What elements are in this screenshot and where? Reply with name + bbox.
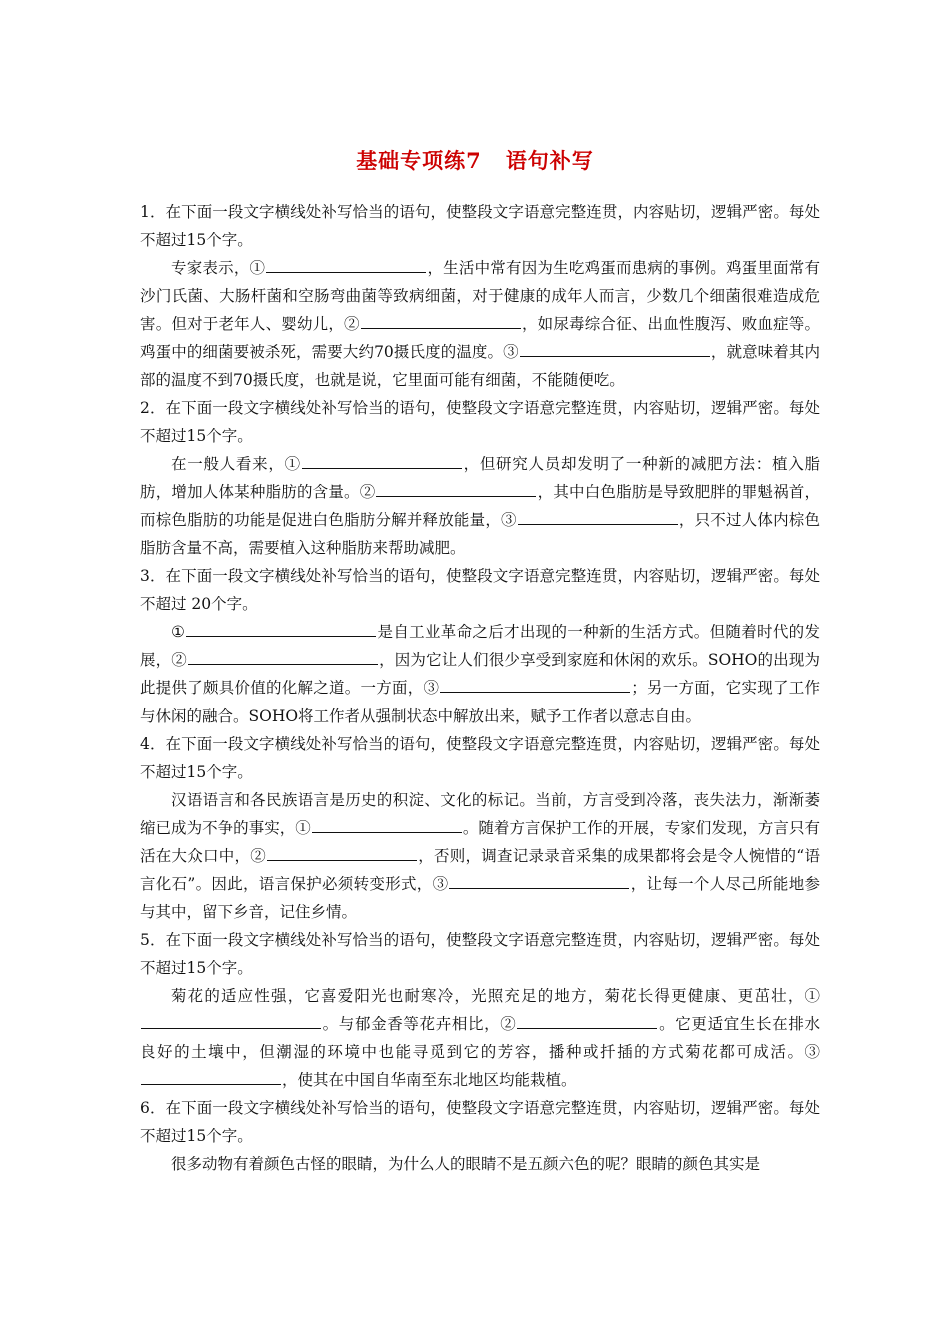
q2-blank-3[interactable] xyxy=(518,506,678,525)
q4-blank-3[interactable] xyxy=(449,870,629,889)
question-3-instruction: 3．在下面一段文字横线处补写恰当的语句，使整段文字语意完整连贯，内容贴切，逻辑严密。每处不超过 20个字。 xyxy=(140,567,820,613)
question-4-passage xyxy=(140,786,820,926)
question-1-instruction: 1．在下面一段文字横线处补写恰当的语句，使整段文字语意完整连贯，内容贴切，逻辑严密。每处不超过15个字。 xyxy=(140,203,820,249)
question-3-passage xyxy=(140,618,820,730)
q2-text-3: ，其中白色脂肪是导致肥胖的罪魁祸首，而棕色脂肪的功能是促进白色脂肪分解并释放能量，③ xyxy=(140,483,820,529)
title-sub: 语句补写 xyxy=(505,148,594,173)
q1-text-4: ，就意味着其内部的温度不到70摄氏度，也就是说，它里面可能有细菌，不能随便吃。 xyxy=(140,343,820,389)
q2-blank-2[interactable] xyxy=(376,478,536,497)
question-2-instruction: 2．在下面一段文字横线处补写恰当的语句，使整段文字语意完整连贯，内容贴切，逻辑严密。每处不超过15个字。 xyxy=(140,399,820,445)
question-1-passage xyxy=(140,254,820,394)
question-6-passage xyxy=(140,1150,820,1178)
q4-blank-1[interactable] xyxy=(312,814,462,833)
question-6-instruction: 6．在下面一段文字横线处补写恰当的语句，使整段文字语意完整连贯，内容贴切，逻辑严密。每处不超过15个字。 xyxy=(140,1099,820,1145)
q4-blank-2[interactable] xyxy=(267,842,417,861)
q1-text-2: ，生活中常有因为生吃鸡蛋而患病的事例。鸡蛋里面常有沙门氏菌、大肠杆菌和空肠弯曲菌等致病细菌，对于健康的成年人而言，少数几个细菌很难造成危害。但对于老年人、婴幼儿，② xyxy=(140,259,820,333)
q3-blank-2[interactable] xyxy=(188,646,378,665)
q1-blank-2[interactable] xyxy=(361,310,521,329)
q3-text-1: ① xyxy=(171,623,186,641)
q3-text-4: ；另一方面，它实现了工作与休闲的融合。SOHO将工作者从强制状态中解放出来，赋予工作者以意志自由。 xyxy=(140,679,820,725)
q1-blank-3[interactable] xyxy=(520,338,710,357)
q3-text-3: ，因为它让人们很少享受到家庭和休闲的欢乐。SOHO的出现为此提供了颇具价值的化解之道。一方面，③ xyxy=(140,651,820,697)
q2-blank-1[interactable] xyxy=(302,450,462,469)
q5-blank-2[interactable] xyxy=(517,1010,657,1029)
q1-text-1: 专家表示，① xyxy=(171,259,266,277)
q1-blank-1[interactable] xyxy=(266,254,426,273)
q4-text-3: ，否则，调查记录录音采集的成果都将会是令人惋惜的“语言化石”。因此，语言保护必须转变形式，③ xyxy=(140,847,820,893)
q3-text-2: 是自工业革命之后才出现的一种新的生活方式。但随着时代的发展，② xyxy=(140,623,820,669)
question-5-instruction: 5．在下面一段文字横线处补写恰当的语句，使整段文字语意完整连贯，内容贴切，逻辑严密。每处不超过15个字。 xyxy=(140,931,820,977)
title-main: 基础专项练7 xyxy=(356,148,482,173)
question-2-passage xyxy=(140,450,820,562)
q3-blank-3[interactable] xyxy=(440,674,630,693)
q5-text-3: 。它更适宜生长在排水良好的土壤中，但潮湿的环境中也能寻觅到它的芳容，播种或扦插的方式菊花都可成活。③ xyxy=(140,1015,820,1061)
q5-text-4: ，使其在中国自华南至东北地区均能栽植。 xyxy=(282,1071,577,1089)
q2-text-4: ，只不过人体内棕色脂肪含量不高，需要植入这种脂肪来帮助减肥。 xyxy=(140,511,820,557)
exercise-content xyxy=(140,198,820,1178)
question-5-passage xyxy=(140,982,820,1094)
q4-text-2: 。随着方言保护工作的开展，专家们发现，方言只有活在大众口中，② xyxy=(140,819,820,865)
q5-text-2: 。与郁金香等花卉相比，② xyxy=(322,1015,517,1033)
question-4-instruction: 4．在下面一段文字横线处补写恰当的语句，使整段文字语意完整连贯，内容贴切，逻辑严密。每处不超过15个字。 xyxy=(140,735,820,781)
q5-blank-1[interactable] xyxy=(141,1010,321,1029)
q2-text-2: ，但研究人员却发明了一种新的减肥方法：植入脂肪，增加人体某种脂肪的含量。② xyxy=(140,455,820,501)
q1-text-3: ，如尿毒综合征、出血性腹泻、败血症等。鸡蛋中的细菌要被杀死，需要大约70摄氏度的温度。③ xyxy=(140,315,820,361)
q6-text-1: 很多动物有着颜色古怪的眼睛，为什么人的眼睛不是五颜六色的呢？眼睛的颜色其实是 xyxy=(171,1155,761,1173)
q3-blank-1[interactable] xyxy=(186,618,376,637)
q4-text-4: ，让每一个人尽己所能地参与其中，留下乡音，记住乡情。 xyxy=(140,875,820,921)
q5-blank-3[interactable] xyxy=(141,1066,281,1085)
page-title xyxy=(0,145,950,175)
q5-text-1: 菊花的适应性强，它喜爱阳光也耐寒冷，光照充足的地方，菊花长得更健康、更茁壮，① xyxy=(171,987,820,1005)
q2-text-1: 在一般人看来，① xyxy=(171,455,301,473)
q4-text-1: 汉语语言和各民族语言是历史的积淀、文化的标记。当前，方言受到冷落，丧失法力，渐渐萎缩已成为不争的事实，① xyxy=(140,791,820,837)
